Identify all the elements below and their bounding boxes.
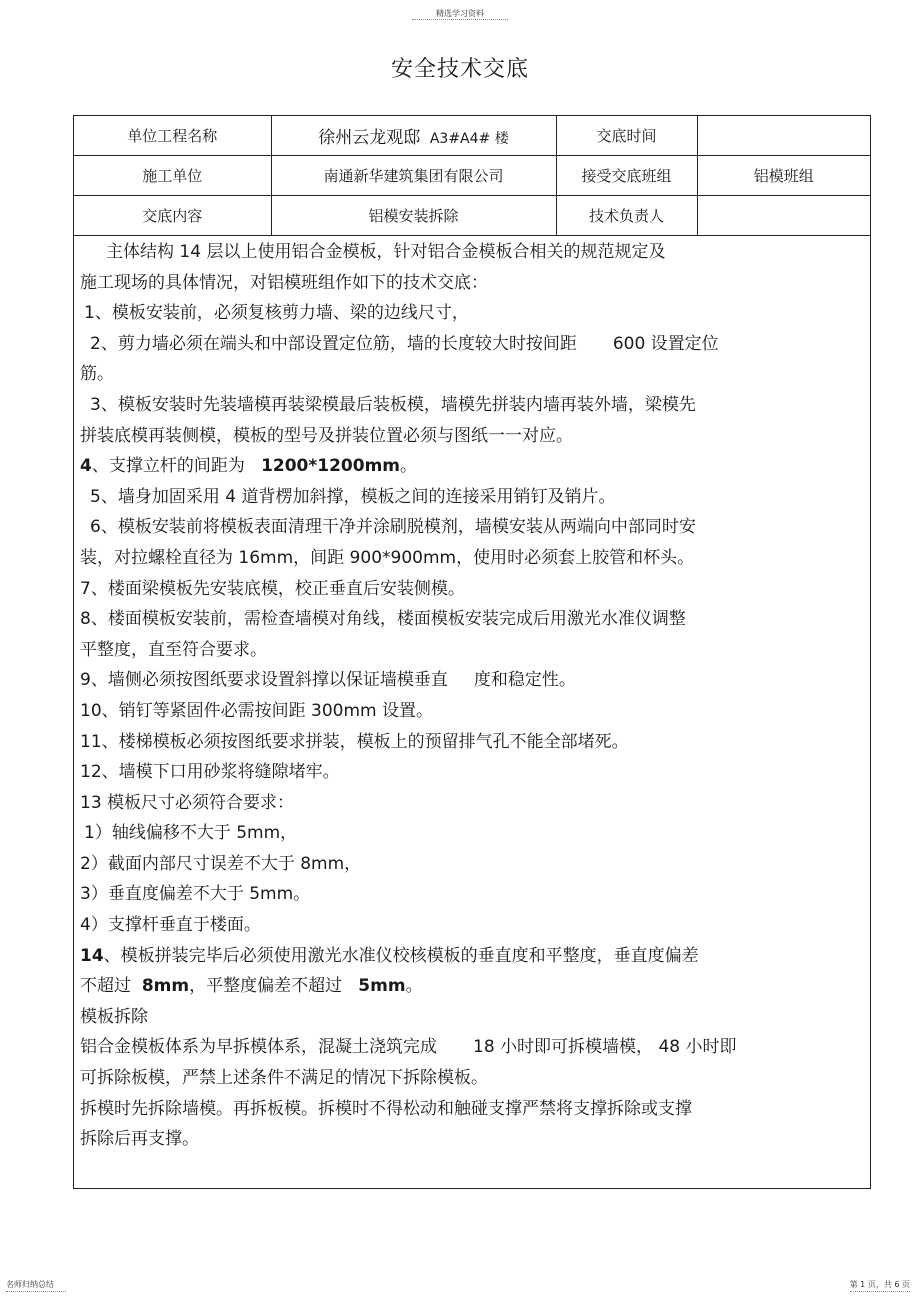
- list-item: 14、模板拼装完毕后必须使用激光水准仪校核模板的垂直度和平整度，垂直度偏差: [80, 945, 699, 966]
- value-tech-lead: [697, 196, 870, 236]
- list-item: 7、楼面梁模板先安装底模，校正垂直后安装侧模。: [80, 578, 465, 599]
- value-receiving-team: 铝模班组: [697, 156, 870, 196]
- page-number: 第 1 页，共 6 页: [849, 1280, 910, 1289]
- list-item: 4、支撑立杆的间距为 1200*1200mm。: [80, 456, 418, 477]
- list-item: 13 模板尺寸必须符合要求：: [80, 792, 295, 813]
- section-heading: 模板拆除: [80, 1006, 148, 1027]
- list-item: 9、墙侧必须按图纸要求设置斜撑以保证墙模垂直 度和稳定性。: [80, 670, 576, 691]
- label-tech-lead: 技术负责人: [556, 196, 697, 236]
- value-disclosure-content: 铝模安装拆除: [271, 196, 556, 236]
- table-row: [74, 196, 870, 236]
- intro-line: 主体结构 14 层以上使用铝合金模板，针对铝合金模板合相关的规范规定及: [106, 242, 666, 262]
- list-item: 5、墙身加固采用 4 道背楞加斜撑，模板之间的连接采用销钉及销片。: [90, 486, 616, 507]
- table-row: [74, 156, 870, 196]
- list-item: 6、模板安装前将模板表面清理干净并涂刷脱模剂，墙模安装从两端向中部同时安: [90, 517, 696, 538]
- label-project-name: 单位工程名称: [74, 116, 271, 156]
- label-construction-unit: 施工单位: [74, 156, 271, 196]
- list-item: 平整度，直至符合要求。: [80, 639, 267, 660]
- list-item: 8、楼面模板安装前，需检查墙模对角线，楼面模板安装完成后用激光水准仪调整: [80, 609, 686, 630]
- disclosure-body: [80, 237, 866, 1155]
- sub-item: 3）垂直度偏差不大于 5mm。: [80, 884, 311, 905]
- table-row: [74, 116, 870, 156]
- list-item: 装，对拉螺栓直径为 16mm，间距 900*900mm，使用时必须套上胶管和杯头。: [80, 547, 695, 568]
- list-item: 2、剪力墙必须在端头和中部设置定位筋，墙的长度较大时按间距 600 设置定位: [90, 333, 719, 354]
- sub-item: 4）支撑杆垂直于楼面。: [80, 915, 261, 936]
- removal-line: 拆除后再支撑。: [80, 1129, 199, 1150]
- disclosure-form: [73, 115, 871, 1189]
- list-item: 1、模板安装前，必须复核剪力墙、梁的边线尺寸，: [84, 303, 469, 324]
- footer-divider: [850, 1291, 910, 1292]
- footer-left-label: 名师归纳总结: [6, 1280, 54, 1289]
- removal-line: 拆模时先拆除墙模。再拆板模。拆模时不得松动和触碰支撑严禁将支撑拆除或支撑: [80, 1098, 692, 1119]
- list-item: 筋。: [80, 364, 114, 385]
- value-disclosure-time: [697, 116, 870, 156]
- label-disclosure-content: 交底内容: [74, 196, 271, 236]
- sub-item: 2）截面内部尺寸误差不大于 8mm，: [80, 853, 362, 874]
- value-project-name: [271, 116, 556, 156]
- removal-line: 铝合金模板体系为早拆模体系，混凝土浇筑完成 18 小时即可拆模墙模， 48 小时即: [80, 1037, 737, 1058]
- intro-line: 施工现场的具体情况，对铝模班组作如下的技术交底：: [80, 272, 488, 293]
- sub-item: 1）轴线偏移不大于 5mm，: [84, 823, 298, 844]
- label-receiving-team: 接受交底班组: [556, 156, 697, 196]
- value-construction-unit: 南通新华建筑集团有限公司: [271, 156, 556, 196]
- page-title: 安全技术交底: [390, 57, 529, 82]
- project-building: A3#A4# 楼: [429, 131, 509, 147]
- info-table: [74, 116, 870, 236]
- list-item: 不超过 8mm，平整度偏差不超过 5mm。: [80, 976, 423, 997]
- list-item: 11、楼梯模板必须按图纸要求拼装，模板上的预留排气孔不能全部堵死。: [80, 731, 629, 752]
- list-item: 10、销钉等紧固件必需按间距 300mm 设置。: [80, 700, 434, 721]
- footer-divider: [6, 1291, 66, 1292]
- project-name-main: 徐州云龙观邸: [318, 128, 421, 148]
- list-item: 3、模板安装时先装墙模再装梁模最后装板模，墙模先拼装内墙再装外墙，梁模先: [90, 394, 696, 415]
- header-mark: 精选学习资料: [436, 9, 484, 18]
- list-item: 12、墙模下口用砂浆将缝隙堵牢。: [80, 762, 340, 783]
- label-disclosure-time: 交底时间: [556, 116, 697, 156]
- removal-line: 可拆除板模，严禁上述条件不满足的情况下拆除模板。: [80, 1068, 488, 1089]
- header-divider: [412, 19, 508, 20]
- list-item: 拼装底模再装侧模，模板的型号及拼装位置必须与图纸一一对应。: [80, 425, 573, 446]
